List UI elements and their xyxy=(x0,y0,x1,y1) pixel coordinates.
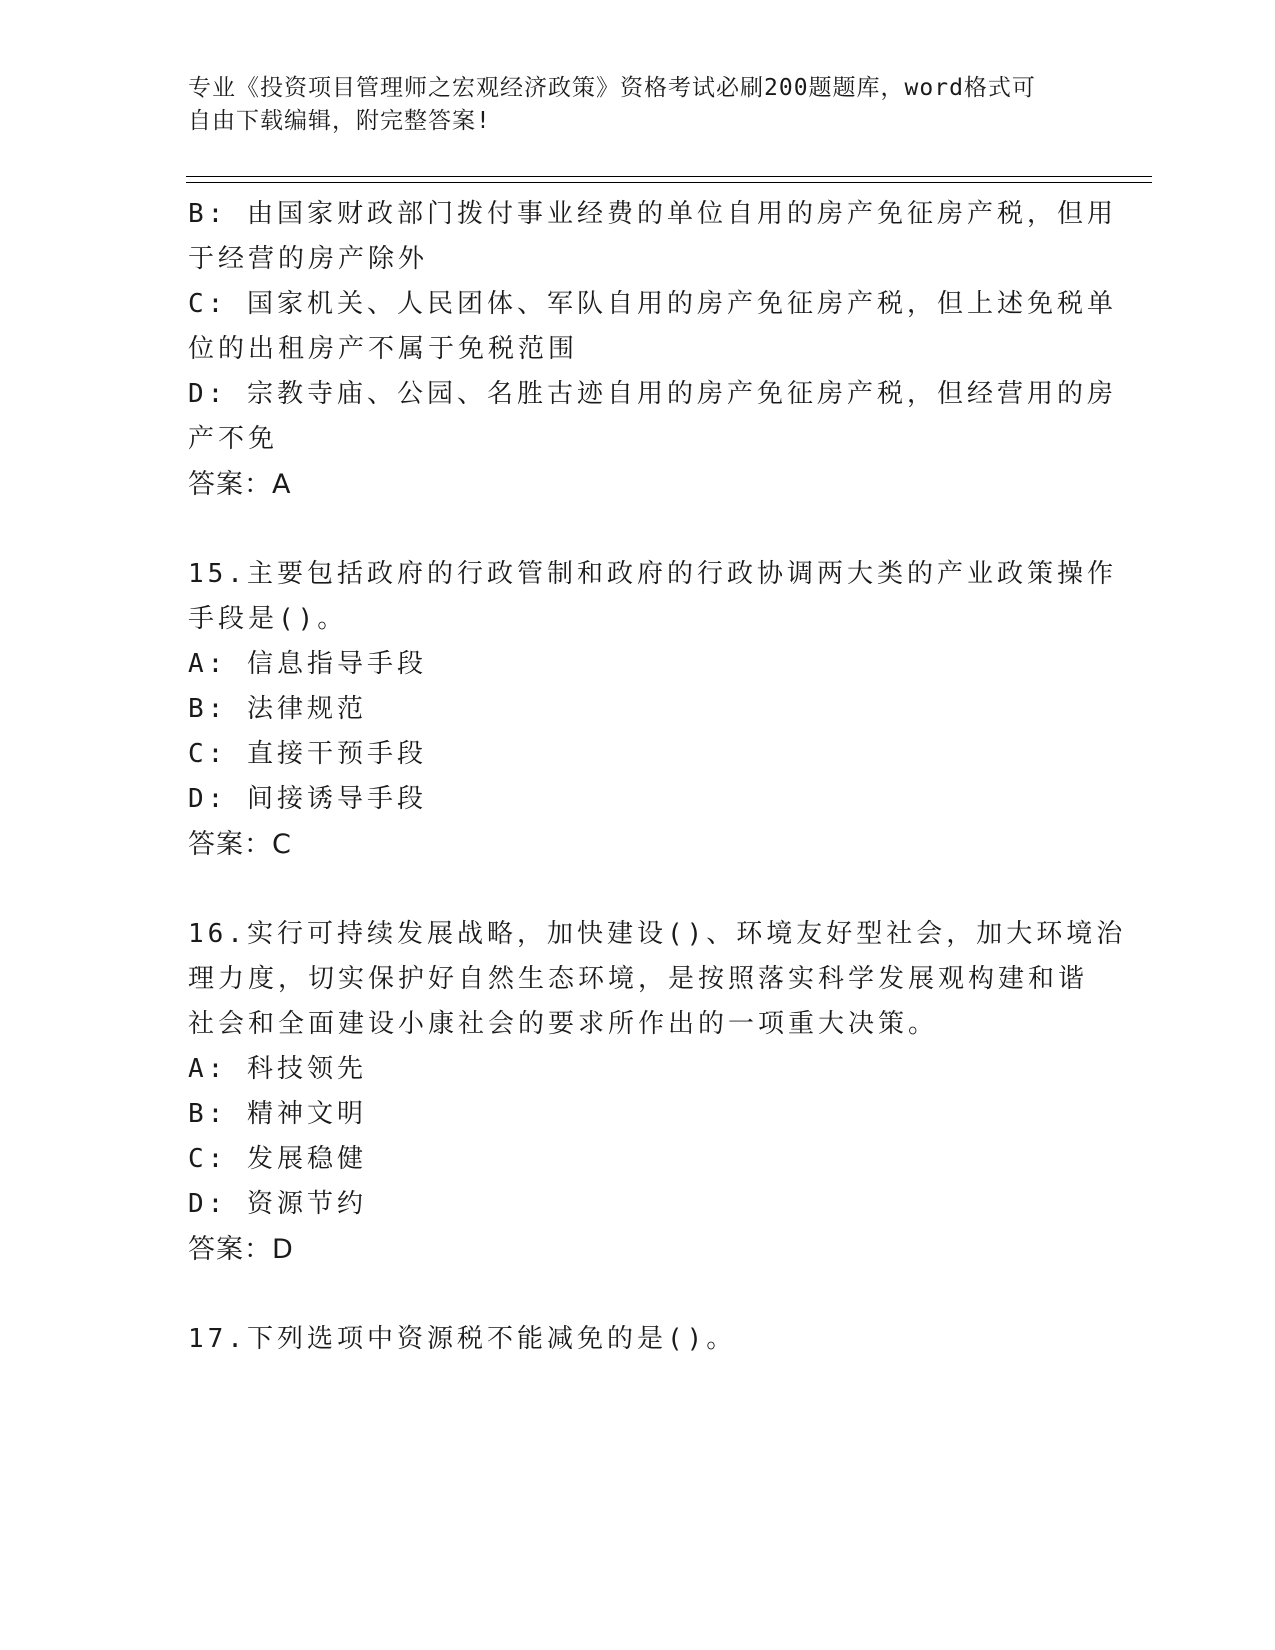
option-b: B: 法律规范 xyxy=(188,694,367,724)
header-rule-bottom xyxy=(186,182,1152,183)
option-d: D: 资源节约 xyxy=(188,1189,367,1219)
option-c-line-1: C: 国家机关、人民团体、军队自用的房产免征房产税，但上述免税单 xyxy=(188,289,1117,319)
option-b: B: 精神文明 xyxy=(188,1099,367,1129)
question-stem-line-3: 社会和全面建设小康社会的要求所作出的一项重大决策。 xyxy=(188,1009,939,1039)
question-stem-line-1: 16.实行可持续发展战略，加快建设()、环境友好型社会，加大环境治 xyxy=(188,919,1127,949)
question-stem-line-2: 手段是()。 xyxy=(188,604,348,634)
question-stem-line-2: 理力度，切实保护好自然生态环境，是按照落实科学发展观构建和谐 xyxy=(188,964,1089,994)
document-body xyxy=(188,192,1127,1362)
spacer xyxy=(188,507,1088,552)
question-14-continued xyxy=(188,192,1117,507)
answer-line: 答案：D xyxy=(188,1234,294,1265)
option-c-line-2: 位的出租房产不属于免税范围 xyxy=(188,334,579,364)
option-d: D: 间接诱导手段 xyxy=(188,784,427,814)
header-rule-top xyxy=(186,176,1152,177)
answer-line: 答案：C xyxy=(188,829,292,860)
question-stem-line-1: 15.主要包括政府的行政管制和政府的行政协调两大类的产业政策操作 xyxy=(188,559,1117,589)
document-header xyxy=(188,72,1068,138)
option-c: C: 直接干预手段 xyxy=(188,739,427,769)
question-16 xyxy=(188,912,1127,1272)
question-17 xyxy=(188,1317,1088,1362)
spacer xyxy=(188,867,1088,912)
header-line-2: 自由下载编辑，附完整答案! xyxy=(188,108,491,134)
spacer xyxy=(188,1272,1088,1317)
question-15 xyxy=(188,552,1117,867)
option-a: A: 科技领先 xyxy=(188,1054,367,1084)
question-stem-line-1: 17.下列选项中资源税不能减免的是()。 xyxy=(188,1324,737,1354)
option-b-line-2: 于经营的房产除外 xyxy=(188,244,429,274)
option-a: A: 信息指导手段 xyxy=(188,649,427,679)
header-line-1: 专业《投资项目管理师之宏观经济政策》资格考试必刷200题题库，word格式可 xyxy=(188,75,1036,101)
option-d-line-2: 产不免 xyxy=(188,424,279,454)
option-b-line-1: B: 由国家财政部门拨付事业经费的单位自用的房产免征房产税，但用 xyxy=(188,199,1117,229)
answer-line: 答案：A xyxy=(188,469,292,500)
option-c: C: 发展稳健 xyxy=(188,1144,367,1174)
option-d-line-1: D: 宗教寺庙、公园、名胜古迹自用的房产免征房产税，但经营用的房 xyxy=(188,379,1117,409)
